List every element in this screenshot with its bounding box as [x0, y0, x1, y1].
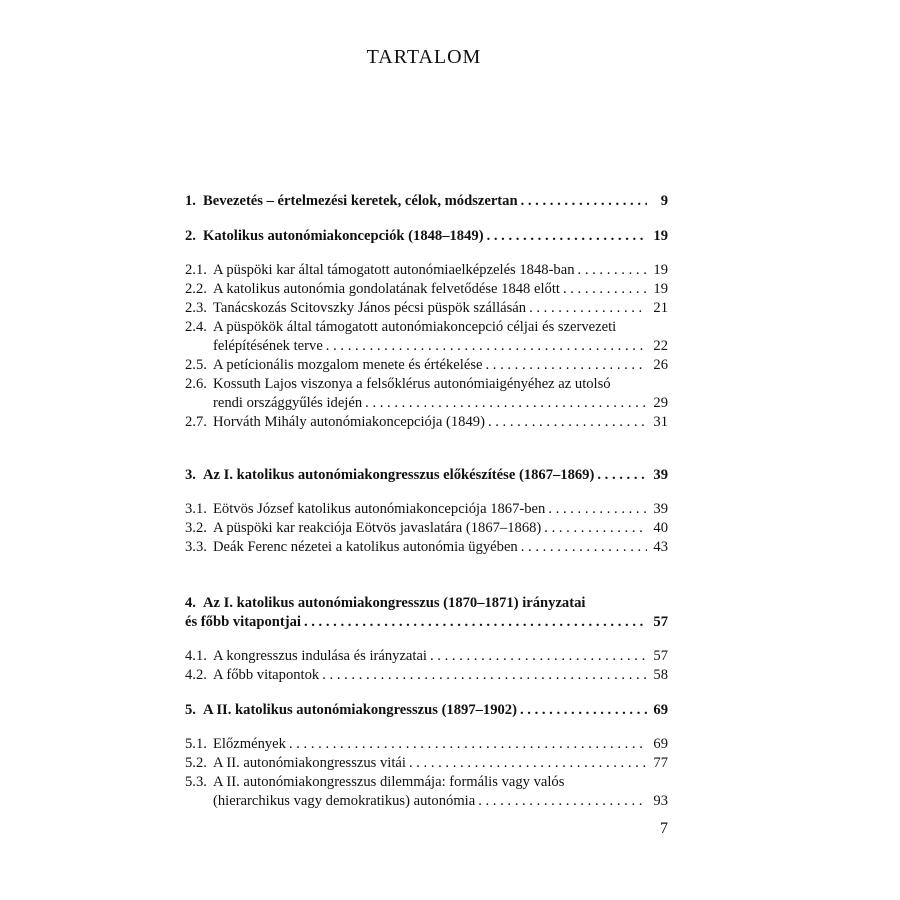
toc-title: Előzmények: [213, 736, 286, 752]
toc-title: A II. katolikus autonómiakongresszus (1897–1902): [203, 702, 517, 718]
toc-title: felépítésének terve: [213, 338, 323, 354]
dot-leader: [544, 519, 647, 538]
toc-title: rendi országgyűlés idején: [213, 395, 363, 411]
toc-line: [185, 500, 668, 519]
toc-page-number: 29: [653, 395, 668, 411]
dot-leader: [529, 299, 647, 318]
toc-line: [185, 666, 668, 685]
dot-leader: [485, 356, 647, 375]
toc-page-number: 21: [653, 300, 668, 316]
toc-title: A katolikus autonómia gondolatának felvetődése 1848 előtt: [213, 281, 560, 297]
toc-title: A püspökök által támogatott autonómiakoncepció céljai és szervezeti: [213, 319, 617, 335]
toc-line: [185, 261, 668, 280]
toc-section: [185, 735, 668, 754]
toc-number: 4.2.: [185, 667, 207, 683]
toc-section: [185, 280, 668, 299]
toc-chapter: [185, 594, 668, 632]
toc-section: [185, 318, 668, 356]
toc-title: (hierarchikus vagy demokratikus) autonómia: [213, 793, 476, 809]
dot-leader: [289, 735, 647, 754]
dot-leader: [430, 647, 647, 666]
toc-title: A püspöki kar által támogatott autonómiaelképzelés 1848-ban: [213, 262, 575, 278]
toc-title: Az I. katolikus autonómiakongresszus előkészítése (1867–1869): [203, 467, 595, 483]
dot-leader: [487, 227, 647, 246]
toc-line: [185, 701, 668, 720]
toc-title: Tanácskozás Scitovszky János pécsi püspök szállásán: [213, 300, 527, 316]
toc-page-number: 93: [653, 793, 668, 809]
toc-section: [185, 538, 668, 557]
toc-page-number: 69: [653, 736, 668, 752]
toc-line: [185, 754, 668, 773]
toc-section: [185, 413, 668, 432]
toc-number: 2.: [185, 228, 196, 244]
toc-line: [185, 613, 668, 632]
toc-page-number: 69: [653, 702, 668, 718]
toc-title: A kongresszus indulása és irányzatai: [213, 648, 427, 664]
toc-page-number: 9: [660, 193, 668, 209]
toc-section: [185, 647, 668, 666]
dot-leader: [365, 394, 647, 413]
toc-number: 2.7.: [185, 414, 207, 430]
toc-chapter: [185, 701, 668, 720]
toc-number: 2.1.: [185, 262, 207, 278]
dot-leader: [563, 280, 647, 299]
dot-leader: [304, 613, 647, 632]
toc-line: [185, 375, 668, 394]
toc-page-number: 40: [653, 520, 668, 536]
toc-number: 4.1.: [185, 648, 207, 664]
page-title: TARTALOM: [366, 46, 482, 68]
toc-title: A II. autonómiakongresszus dilemmája: formális vagy valós: [213, 774, 565, 790]
toc-section: [185, 261, 668, 280]
toc-number: 3.3.: [185, 539, 207, 555]
toc-page-number: 58: [653, 667, 668, 683]
toc-number: 3.2.: [185, 520, 207, 536]
toc-section: [185, 299, 668, 318]
toc-page-number: 39: [653, 501, 668, 517]
toc-title: Horváth Mihály autonómiakoncepciója (1849): [213, 414, 485, 430]
toc-page-number: 19: [653, 228, 668, 244]
toc-number: 2.5.: [185, 357, 207, 373]
toc-number: 4.: [185, 595, 196, 611]
toc-line: [185, 299, 668, 318]
dot-leader: [322, 666, 647, 685]
toc-line: [185, 773, 668, 792]
toc-section: [185, 500, 668, 519]
toc-line: [185, 735, 668, 754]
toc-number: 2.2.: [185, 281, 207, 297]
toc-line: [185, 318, 668, 337]
toc-line: [185, 192, 668, 211]
page-number: 7: [660, 820, 668, 837]
dot-leader: [521, 192, 647, 211]
toc-line: [185, 356, 668, 375]
toc-number: 2.3.: [185, 300, 207, 316]
toc-section: [185, 375, 668, 413]
toc-page-number: 26: [653, 357, 668, 373]
toc-page-number: 39: [653, 467, 668, 483]
toc-title: A püspöki kar reakciója Eötvös javaslatára (1867–1868): [213, 520, 542, 536]
table-of-contents: [185, 192, 668, 811]
toc-line: [185, 647, 668, 666]
toc-number: 1.: [185, 193, 196, 209]
toc-chapter: [185, 192, 668, 211]
toc-number: 5.: [185, 702, 196, 718]
toc-section: [185, 754, 668, 773]
toc-chapter: [185, 227, 668, 246]
toc-title: Az I. katolikus autonómiakongresszus (1870–1871) irányzatai: [203, 595, 586, 611]
dot-leader: [578, 261, 647, 280]
toc-line: [185, 538, 668, 557]
toc-line: [185, 466, 668, 485]
toc-line: [185, 280, 668, 299]
toc-title: A II. autonómiakongresszus vitái: [213, 755, 406, 771]
toc-number: 5.3.: [185, 774, 207, 790]
dot-leader: [597, 466, 647, 485]
toc-page-number: 57: [653, 614, 668, 630]
toc-section: [185, 773, 668, 811]
toc-page-number: 19: [653, 262, 668, 278]
toc-page-number: 57: [653, 648, 668, 664]
dot-leader: [521, 538, 647, 557]
toc-line: [185, 394, 668, 413]
toc-title: Deák Ferenc nézetei a katolikus autonómia ügyében: [213, 539, 518, 555]
dot-leader: [478, 792, 647, 811]
toc-page-number: 19: [653, 281, 668, 297]
toc-line: [185, 227, 668, 246]
toc-title: Bevezetés – értelmezési keretek, célok, módszertan: [203, 193, 518, 209]
toc-number: 3.: [185, 467, 196, 483]
toc-line: [185, 337, 668, 356]
toc-page-number: 77: [653, 755, 668, 771]
toc-line: [185, 413, 668, 432]
toc-page-number: 43: [653, 539, 668, 555]
toc-number: 2.6.: [185, 376, 207, 392]
toc-section: [185, 666, 668, 685]
toc-section: [185, 356, 668, 375]
toc-page-number: 31: [653, 414, 668, 430]
dot-leader: [409, 754, 647, 773]
toc-number: 2.4.: [185, 319, 207, 335]
toc-line: [185, 594, 668, 613]
dot-leader: [548, 500, 647, 519]
toc-title: A petícionális mozgalom menete és értékelése: [213, 357, 483, 373]
dot-leader: [520, 701, 647, 720]
toc-line: [185, 792, 668, 811]
toc-page-number: 22: [653, 338, 668, 354]
toc-chapter: [185, 466, 668, 485]
toc-section: [185, 519, 668, 538]
toc-title: Katolikus autonómiakoncepciók (1848–1849): [203, 228, 484, 244]
toc-number: 5.2.: [185, 755, 207, 771]
toc-number: 3.1.: [185, 501, 207, 517]
toc-number: 5.1.: [185, 736, 207, 752]
toc-title: A főbb vitapontok: [213, 667, 320, 683]
toc-title: és főbb vitapontjai: [185, 614, 301, 630]
toc-title: Eötvös József katolikus autonómiakoncepciója 1867-ben: [213, 501, 546, 517]
toc-title: Kossuth Lajos viszonya a felsőklérus autonómiaigényéhez az utolsó: [213, 376, 611, 392]
dot-leader: [326, 337, 647, 356]
toc-line: [185, 519, 668, 538]
dot-leader: [488, 413, 647, 432]
